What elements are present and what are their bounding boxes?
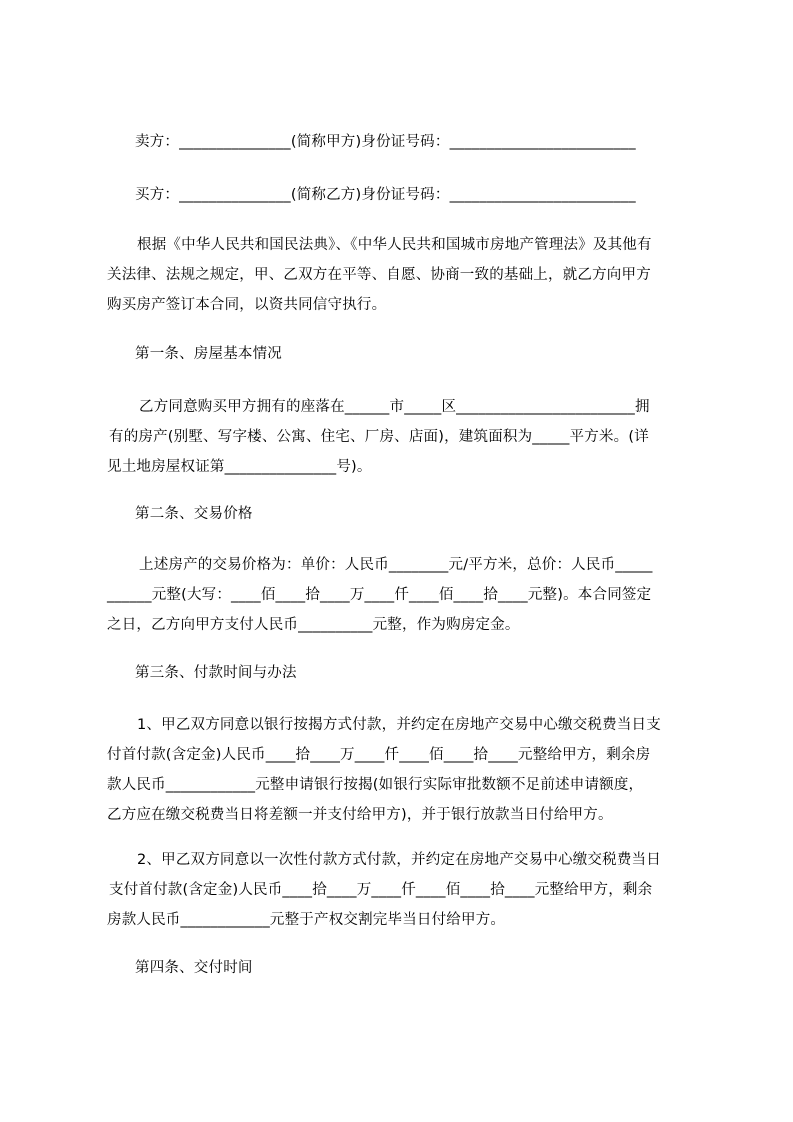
preamble-line: 关法律、法规之规定，甲、乙双方在平等、自愿、协商一致的基础上，就乙方向甲方 (107, 267, 651, 283)
seller-line (107, 127, 707, 157)
article-1-title: 第一条、房屋基本情况 (135, 346, 282, 362)
article-3-clause-1 (107, 710, 707, 830)
clause-1-line: 付首付款(含定金)人民币____拾____万____仟____佰____拾____元整给甲方，剩余房 (107, 747, 651, 763)
buyer-text: 买方：_______________(简称乙方)身份证号码：_________________________ (135, 187, 636, 203)
article-2-line: 之日，乙方向甲方支付人民币__________元整，作为购房定金。 (107, 617, 520, 633)
article-1-heading (107, 339, 707, 369)
clause-2-line: 房款人民币____________元整于产权交割完毕当日付给甲方。 (107, 912, 506, 928)
clause-2-line: 支付首付款(含定金)人民币____拾____万____仟____佰____拾____元整给甲方，剩余 (109, 882, 653, 898)
clause-1-line: 1、甲乙双方同意以银行按揭方式付款，并约定在房地产交易中心缴交税费当日支 (137, 717, 661, 733)
clause-1-line: 款人民币____________元整申请银行按揭(如银行实际审批数额不足前述申请额度， (107, 777, 644, 793)
article-2-line: ______元整(大写：____佰____拾____万____仟____佰____拾____元整)。本合同签定 (107, 587, 652, 603)
article-2-paragraph (107, 550, 707, 640)
preamble-line: 购买房产签订本合同，以资共同信守执行。 (107, 297, 387, 313)
article-1-line: 有的房产(别墅、写字楼、公寓、住宅、厂房、店面)，建筑面积为_____平方米。(详 (109, 429, 649, 445)
preamble-paragraph (107, 230, 707, 320)
article-3-title: 第三条、付款时间与办法 (135, 665, 297, 681)
buyer-line (107, 180, 707, 210)
clause-1-line: 乙方应在缴交税费当日将差额一并支付给甲方)，并于银行放款当日付给甲方。 (107, 807, 613, 823)
article-3-heading (107, 658, 707, 688)
article-1-line: 乙方同意购买甲方拥有的座落在______市_____区________________________拥 (139, 399, 650, 415)
clause-2-line: 2、甲乙双方同意以一次性付款方式付款，并约定在房地产交易中心缴交税费当日 (137, 852, 661, 868)
article-4-title: 第四条、交付时间 (135, 960, 253, 976)
article-4-heading (107, 953, 707, 983)
article-1-line: 见土地房屋权证第_______________号)。 (107, 459, 372, 475)
article-2-line: 上述房产的交易价格为：单价：人民币________元/平方米，总价：人民币_____ (139, 557, 653, 573)
article-2-heading (107, 499, 707, 529)
article-1-paragraph (107, 392, 707, 482)
preamble-line: 根据《中华人民共和国民法典》、《中华人民共和国城市房地产管理法》及其他有 (137, 237, 652, 253)
article-2-title: 第二条、交易价格 (135, 506, 253, 522)
seller-text: 卖方：_______________(简称甲方)身份证号码：_________________________ (135, 134, 636, 150)
article-3-clause-2 (107, 845, 707, 935)
